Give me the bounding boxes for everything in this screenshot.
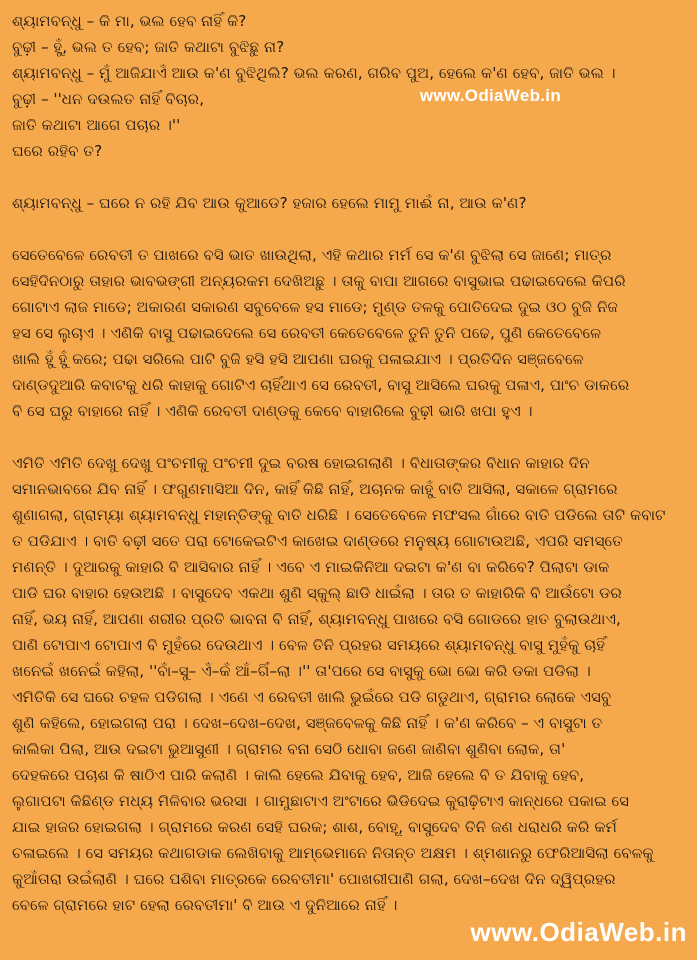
text-line: ଖାଲି ହୁଁ ହୁଁ କରେ; ପଢା ସରିଲେ ପାଟି ବୁଜି ହସି ହସି ଆପଣା ଘରକୁ ପଳାଇଯାଏ । ପ୍ରତିଦିନ ସଞ୍ଜବେଳେ xyxy=(12,350,584,368)
text-line: ସେତେବେଳେ ରେବତୀ ତ ପାଖରେ ବସି ଭାତ ଖାଉଥିଲା, ଏହି କଥାର ମର୍ମ ସେ କ'ଣ ବୁଝିଲା ସେ ଜାଣେ; ମାତ୍ର xyxy=(12,246,612,264)
text-line: ପାଡି ଘର ବାହାର ହେଉଅଛି । ବାସୁଦେବ ଏକଥା ଶୁଣି ସ୍କୁଲ୍ ଛାଡି ଧାଇଁଲା । ତାର ତ କାହାରିକି ବି ଆଉଁଟୋ ଡର xyxy=(12,584,622,602)
paragraph-narration-2 xyxy=(12,450,688,918)
text-line: କାଲିକା ପିଲା, ଆଉ ଦଇଟା ଭୁଆସୁଣୀ । ଗ୍ରାମର ବନା ସେଠି ଧୋବା ଜଣେ ଜାଣିବା ଶୁଣିବା ଲୋକ, ତା' xyxy=(12,740,566,758)
text-line: ଗୋଟାଏ ଲାଜ ମାଡେ; ଅକାରଣ ସକାରଣ ସବୁବେଳେ ହସ ମାଡେ; ମୁଣ୍ଡ ତଳକୁ ପୋତିଦେଇ ଦୁଇ ଓଠ ବୁଜି ନିଜ xyxy=(12,298,618,316)
text-line: ଏମିତିକି ସେ ଘରେ ଚହଳ ପଡିଗଲା । ଏଣେ ଏ ରେବତୀ ଖାଲି ଭୁଇଁରେ ପଡି ଗଡୁଥାଏ, ଗ୍ରାମର ଲୋକେ ଏସବୁ xyxy=(12,688,612,706)
text-line: ମଣନ୍ତି । ଦୁଆରକୁ କାହାରି ବି ଆସିବାର ନାହିଁ । ଏବେ ଏ ମାଇକିନିଆ ଦଇଟା କ'ଣ ବା କରିବେ? ପିଲାଟା ଡାକ xyxy=(12,558,610,576)
text-line: ଶ୍ୟାମବନ୍ଧୁ – କି ମା, ଭଲ ହେବ ନାହିଁ କି? xyxy=(12,12,247,30)
text-line: ନାହିଁ, ଭୟ ନାହିଁ, ଆପଣା ଶରୀର ପ୍ରତି ଭାବନା ବି ନାହିଁ, ଶ୍ୟାମବନ୍ଧୁ ପାଖରେ ବସି ଗୋଡରେ ହାତ ବୁଲାଉଥାଏ, xyxy=(12,610,621,628)
watermark-top: www.OdiaWeb.in xyxy=(419,86,561,105)
text-line: ଲୁଗାପଟା କିଛିଣ୍ଡ ମଧ୍ୟ ମିଳିବାର ଭରସା । ଗାମୁଛାଟାଏ ଅଂଟାରେ ଭିଡିଦେଇ କୁରାଢ଼ିଟାଏ କାନ୍ଧରେ ପକାଇ ସେ xyxy=(12,792,630,810)
text-line: ବୁଢ଼ୀ – ହୁଁ, ଭଲ ତ ହେବ; ଜାତି କଥାଟା ବୁଝିଛୁ ନା? xyxy=(12,38,285,56)
text-line: ଶ୍ୟାମବନ୍ଧୁ – ଘରେ ନ ରହି ଯିବ ଆଉ କୁଆଡେ? ହଜାର ହେଲେ ମାମୁ ମାଈଁ ନା, ଆଉ କ'ଣ? xyxy=(12,194,527,212)
text-line: ଶୁଣାଗଲା, ଗ୍ରାମ୍ୟା ଶ୍ୟାମବନ୍ଧୁ ମହାନ୍ତିଙ୍କୁ ବାତି ଧରିଛି । ସେତେବେଳେ ମଫସଲ ଗାଁରେ ବାତି ପଡିଲେ ତାଟି କବାଟ xyxy=(12,506,666,524)
text-line: ଶ୍ୟାମବନ୍ଧୁ – ମୁଁ ଆଜିଯାଏଁ ଆଉ କ'ଣ ବୁଝିଥିଲି? ଭଲ କରଣ, ଗରିବ ପୁଅ, ହେଲେ କ'ଣ ହେବ, ଜାତି ଭଲ । xyxy=(12,64,616,82)
text-line: ସେହିଦିନଠାରୁ ତାହାର ଭାବଭଙ୍ଗୀ ଅନ୍ୟରକମ ଦେଖିଅଛୁ । ତାକୁ ବାପା ଆଗରେ ବାସୁଭାଇ ପଢାଇଦେଲେ କିପରି xyxy=(12,272,626,290)
text-line: ଶୁଣି କହିଲେ, ହୋଇଗଲା ପରା । ଦେଖ–ଦେଖ–ଦେଖ, ସଞ୍ଜବେଳକୁ କିଛି ନାହିଁ । କ'ଣ କରିବେ – ଏ ବାସୁଟା ତ xyxy=(12,714,603,732)
paragraph-spacer xyxy=(12,164,688,190)
text-line: ଘରେ ରହିବ ତ? xyxy=(12,142,103,160)
paragraph-spacer xyxy=(12,424,688,450)
text-line: ପାଣି ଟୋପାଏ ଟୋପାଏ ବି ମୁହଁରେ ଦେଉଥାଏ । ବେଳ ତିନି ପ୍ରହର ସମୟରେ ଶ୍ୟାମବନ୍ଧୁ ବାସୁ ମୁହଁକୁ ଚାହିଁ xyxy=(12,636,606,654)
document-body xyxy=(12,8,688,918)
text-line: ବି ସେ ଘରୁ ବାହାରେ ନାହିଁ । ଏଣିକି ରେବତୀ ଦାଣ୍ଡକୁ କେବେ ବାହାରିଲେ ବୁଢ଼ୀ ଭାରି ଖପା ହୁଏ । xyxy=(12,402,533,420)
text-line: ବୁଢ଼ୀ – ''ଧନ ଦଉଲତ ନାହିଁ ବିଚାର, xyxy=(12,90,205,108)
text-line: ଏମିତି ଏମିତି ଦେଖୁ ଦେଖୁ ପଂଚମୀକୁ ପଂଚମୀ ଦୁଇ ବରଷ ହୋଇଗଲାଣି । ବିଧାତାଙ୍କର ବିଧାନ କାହାର ଦିନ xyxy=(12,454,590,472)
text-line: ସମାନଭାବରେ ଯିବ ନାହିଁ । ଫଗୁଣମାସିଆ ଦିନ, କାହିଁ କିଛି ନାହିଁ, ଅଚାନକ କାହୁଁ ବାତି ଆସିଲା, ସକାଳେ ଗ୍ରାମରେ xyxy=(12,480,618,498)
text-line: କୁଆଁତାରା ଉଇଁଲାଣି । ଘରେ ପଶିବା ମାତ୍ରକେ ରେବତୀମା' ପୋଖରୀପାଣି ଗଲା, ଦେଖ–ଦେଖ ଦିନ ଦ୍ୱିପ୍ରହର xyxy=(12,870,616,888)
text-line: ଦେହକରେ ପଚାଶ କି ଷାଠିଏ ପାରି କଲାଣି । କାଲି ହେଲେ ଯିବାକୁ ହେବ, ଆଜି ହେଲେ ବି ତ ଯିବାକୁ ହେବ, xyxy=(12,766,585,784)
text-line: ଦାଣ୍ଡଦୁଆରି କବାଟକୁ ଧରି କାହାକୁ ଗୋଟିଏ ଚାହିଁଥାଏ ସେ ରେବତୀ, ବାସୁ ଆସିଲେ ଘରକୁ ପଳାଏ, ପାଂଚ ଡାକରେ xyxy=(12,376,630,394)
text-line: ଖନେଇଁ ଖନେଇଁ କହିଲା, ''ବାଁ–ସୁ– ଏଁ–କଁ ଆଁ–ଗିଁ–ଲା ।'' ତା'ପରେ ସେ ବାସୁକୁ ଭୋ ଭୋ କରି ଡକା ପଡିଲା । xyxy=(12,662,591,680)
text-line: ବେଳେ ଗ୍ରାମରେ ହାଟ ହେଲା ରେବତୀମା' ବି ଆଉ ଏ ଦୁନିଆରେ ନାହିଁ । xyxy=(12,896,398,914)
paragraph-reply xyxy=(12,190,688,216)
text-line: ଯାଇ ହାଜର ହୋଇଗଲା । ଗ୍ରାମରେ କରଣ ସେହି ଘରକ; ଶାଶ, ବୋହୂ, ବାସୁଦେବ ତିନି ଜଣ ଧରାଧରି କରି କର୍ମ xyxy=(12,818,617,836)
text-line: ତ ପଡିଯାଏ । ବାତି ବଢ଼ୀ ସତେ ପରା ଟୋକେଇଟିଏ କାଖେଇ ଦାଣ୍ଡରେ ମନୁଷ୍ୟ ଗୋଟାଉଅଛି, ଏପରି ସମସ୍ତେ xyxy=(12,532,623,550)
text-line: ହସ ସେ ଲୁଚାଏ । ଏଣିକି ବାସୁ ପଢାଇଦେଲେ ସେ ରେବତୀ କେତେବେଳେ ତୁନି ତୁନି ପଢେ, ପୁଣି କେତେବେଳେ xyxy=(12,324,602,342)
paragraph-narration-1 xyxy=(12,242,688,424)
text-line: ଜାତି କଥାଟା ଆଗେ ପଚାର ।'' xyxy=(12,116,181,134)
watermark-bottom: www.OdiaWeb.in xyxy=(470,917,687,947)
paragraph-spacer xyxy=(12,216,688,242)
paragraph-dialogue xyxy=(12,8,688,164)
text-line: ଚଳାଇଲେ । ସେ ସମୟର କଥାଗଡାକ ଲେଖିବାକୁ ଆମ୍ଭେମାନେ ନିତାନ୍ତ ଅକ୍ଷମ । ଶ୍ମଶାନରୁ ଫେରିଆସିଲା ବେଳକୁ xyxy=(12,844,654,862)
